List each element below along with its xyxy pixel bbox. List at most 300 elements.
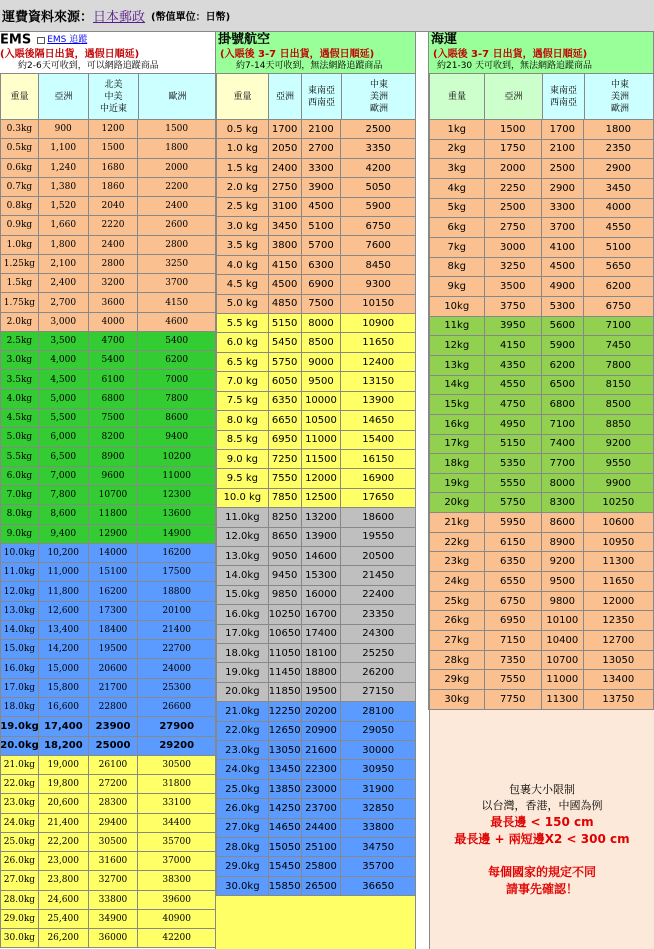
weight-cell: 20.0kg	[216, 683, 268, 701]
table-row	[216, 528, 415, 547]
table-row	[0, 891, 215, 910]
weight-cell: 25kg	[429, 592, 484, 611]
rate-cell: 21450	[340, 566, 415, 584]
rate-cell: 5750	[484, 493, 541, 512]
rate-cell: 12900	[88, 525, 138, 543]
rate-cell: 2200	[137, 178, 215, 196]
weight-cell: 18.0kg	[0, 698, 38, 716]
rate-cell: 8000	[301, 314, 341, 332]
weight-cell: 28.0kg	[216, 838, 268, 856]
rate-cell: 19500	[88, 640, 138, 658]
rate-cell: 23700	[301, 799, 341, 817]
sea-rate-table	[428, 120, 654, 710]
source-label: 運費資料來源：	[2, 10, 94, 25]
table-row	[216, 508, 415, 527]
table-row	[216, 489, 415, 508]
rate-cell: 34750	[340, 838, 415, 856]
rate-cell: 1,660	[38, 216, 88, 234]
rate-cell: 14250	[268, 799, 301, 817]
weight-cell: 5.0 kg	[216, 295, 268, 313]
rate-cell: 28100	[340, 702, 415, 720]
rate-cell: 6800	[541, 395, 583, 414]
weight-cell: 16.0kg	[0, 659, 38, 677]
rate-cell: 8500	[301, 333, 341, 351]
rate-cell: 38300	[137, 871, 215, 889]
rate-cell: 1,520	[38, 197, 88, 215]
weight-cell: 17.0kg	[216, 625, 268, 643]
rate-cell: 2900	[541, 179, 583, 198]
rate-cell: 24400	[301, 819, 341, 837]
table-row	[0, 833, 215, 852]
rate-cell: 16,600	[38, 698, 88, 716]
rate-cell: 28300	[88, 794, 138, 812]
rate-cell: 34900	[88, 910, 138, 928]
rate-cell: 5900	[340, 198, 415, 216]
table-row	[0, 794, 215, 813]
rate-cell: 42200	[137, 929, 215, 947]
ems-tracking-link[interactable]: EMS 追蹤	[47, 35, 88, 45]
table-row	[429, 238, 653, 258]
rate-cell: 5600	[541, 317, 583, 336]
weight-cell: 11kg	[429, 317, 484, 336]
rate-cell: 5300	[541, 297, 583, 316]
rate-cell: 15850	[268, 877, 301, 895]
notes-country-rules: 每個國家的規定不同	[487, 865, 596, 879]
rate-cell: 6200	[541, 356, 583, 375]
rate-cell: 9600	[88, 467, 138, 485]
rate-cell: 19,800	[38, 775, 88, 793]
table-row	[0, 486, 215, 505]
rate-cell: 1700	[268, 120, 301, 138]
rate-cell: 4550	[484, 376, 541, 395]
weight-cell: 19.0kg	[216, 663, 268, 681]
notes-girth-limit: 最長邊 + 兩短邊X2 < 300 cm	[454, 832, 630, 846]
rate-cell: 9850	[268, 586, 301, 604]
rate-cell: 8650	[268, 528, 301, 546]
rate-cell: 8200	[88, 428, 138, 446]
rate-cell: 3000	[484, 238, 541, 257]
rate-cell: 8850	[583, 415, 653, 434]
rate-cell: 3700	[137, 274, 215, 292]
rate-cell: 10000	[301, 392, 341, 410]
table-row	[429, 454, 653, 474]
rate-cell: 14000	[88, 544, 138, 562]
rate-cell: 26200	[340, 663, 415, 681]
rate-cell: 3450	[583, 179, 653, 198]
rate-cell: 1200	[88, 120, 138, 138]
table-row	[0, 525, 215, 544]
weight-cell: 4kg	[429, 179, 484, 198]
rate-cell: 17650	[340, 489, 415, 507]
rate-cell: 4850	[268, 295, 301, 313]
notes-longest-side: 最長邊 < 150 cm	[490, 815, 594, 829]
rate-cell: 23,800	[38, 871, 88, 889]
rate-cell: 2800	[88, 255, 138, 273]
size-limit-notes	[429, 710, 654, 949]
table-row	[0, 313, 215, 332]
rate-cell: 3800	[268, 236, 301, 254]
table-row	[429, 552, 653, 572]
rate-cell: 1860	[88, 178, 138, 196]
rate-cell: 1,380	[38, 178, 88, 196]
weight-cell: 6kg	[429, 218, 484, 237]
rate-cell: 14,200	[38, 640, 88, 658]
weight-cell: 2kg	[429, 140, 484, 159]
rate-cell: 5350	[484, 454, 541, 473]
table-row	[0, 351, 215, 370]
ems-column-headers	[0, 73, 216, 119]
rate-cell: 32850	[340, 799, 415, 817]
rate-cell: 6100	[88, 370, 138, 388]
rate-cell: 3300	[541, 199, 583, 218]
table-row	[429, 415, 653, 435]
ems-subtitle: (入賬後隔日出貨，遇假日順延)	[0, 49, 140, 60]
table-row	[0, 852, 215, 871]
table-row	[429, 336, 653, 356]
rate-cell: 6,500	[38, 448, 88, 466]
table-row	[216, 586, 415, 605]
rate-cell: 8250	[268, 508, 301, 526]
weight-cell: 0.9kg	[0, 216, 38, 234]
weight-cell: 9.0 kg	[216, 450, 268, 468]
rate-cell: 10700	[541, 651, 583, 670]
rate-cell: 6900	[301, 275, 341, 293]
rate-cell: 12400	[340, 353, 415, 371]
table-row	[429, 317, 653, 337]
table-row	[0, 197, 215, 216]
rate-cell: 1800	[583, 120, 653, 139]
rate-cell: 7,800	[38, 486, 88, 504]
rate-cell: 4200	[340, 159, 415, 177]
rate-cell: 2750	[484, 218, 541, 237]
weight-cell: 15.0kg	[216, 586, 268, 604]
rate-cell: 4700	[88, 332, 138, 350]
weight-cell: 27kg	[429, 631, 484, 650]
table-row	[0, 563, 215, 582]
rate-cell: 24,600	[38, 891, 88, 909]
weight-cell: 13.0kg	[0, 602, 38, 620]
table-row	[429, 395, 653, 415]
table-row	[429, 611, 653, 631]
table-row	[429, 140, 653, 160]
weight-cell: 9.5 kg	[216, 469, 268, 487]
table-row	[216, 314, 415, 333]
weight-cell: 23.0kg	[0, 794, 38, 812]
column-header: 重量	[0, 73, 38, 119]
weight-cell: 1.75kg	[0, 293, 38, 311]
table-row	[216, 877, 415, 896]
rate-cell: 15300	[301, 566, 341, 584]
table-row	[216, 799, 415, 818]
rate-cell: 9500	[301, 372, 341, 390]
rate-cell: 18100	[301, 644, 341, 662]
rate-cell: 11000	[301, 431, 341, 449]
rate-cell: 7,000	[38, 467, 88, 485]
rate-cell: 8000	[541, 474, 583, 493]
rate-cell: 12,600	[38, 602, 88, 620]
sea-note: 約21-30 天可收到，無法網路追蹤商品	[437, 61, 593, 71]
rate-cell: 9550	[583, 454, 653, 473]
column-header: 中東 美洲 歐洲	[584, 73, 654, 119]
sea-column-headers	[429, 73, 654, 119]
rate-cell: 1750	[484, 140, 541, 159]
weight-cell: 30.0kg	[0, 929, 38, 947]
rate-cell: 8900	[88, 448, 138, 466]
rate-cell: 14650	[340, 411, 415, 429]
rate-cell: 23900	[88, 717, 138, 735]
weight-cell: 26.0kg	[0, 852, 38, 870]
table-row	[216, 663, 415, 682]
rate-cell: 5450	[268, 333, 301, 351]
rate-cell: 4150	[484, 336, 541, 355]
rate-cell: 10100	[541, 611, 583, 630]
rate-cell: 6350	[484, 552, 541, 571]
table-row	[0, 448, 215, 467]
table-row	[216, 605, 415, 624]
table-row	[216, 353, 415, 372]
weight-cell: 7.0 kg	[216, 372, 268, 390]
air-rate-table	[216, 120, 416, 949]
rate-cell: 9,400	[38, 525, 88, 543]
rate-cell: 1,240	[38, 159, 88, 177]
rate-cell: 30000	[340, 741, 415, 759]
rate-cell: 13,400	[38, 621, 88, 639]
weight-cell: 22.0kg	[0, 775, 38, 793]
weight-cell: 1.0kg	[0, 236, 38, 254]
top-bar	[0, 0, 654, 32]
rate-cell: 3250	[484, 258, 541, 277]
rate-cell: 11000	[541, 670, 583, 689]
column-header: 重量	[429, 73, 484, 119]
rate-cell: 40900	[137, 910, 215, 928]
weight-cell: 5kg	[429, 199, 484, 218]
weight-cell: 1.5kg	[0, 274, 38, 292]
rate-cell: 11,000	[38, 563, 88, 581]
table-row	[0, 428, 215, 447]
ems-title: EMS	[0, 32, 32, 48]
ems-rate-table	[0, 120, 216, 949]
rate-cell: 13200	[301, 508, 341, 526]
rate-cell: 17500	[137, 563, 215, 581]
weight-cell: 0.6kg	[0, 159, 38, 177]
rate-cell: 2600	[137, 216, 215, 234]
rate-cell: 37000	[137, 852, 215, 870]
rate-cell: 3300	[301, 159, 341, 177]
rate-cell: 36650	[340, 877, 415, 895]
table-row	[429, 297, 653, 317]
rate-cell: 10700	[88, 486, 138, 504]
weight-cell: 1kg	[429, 120, 484, 139]
weight-cell: 10.0 kg	[216, 489, 268, 507]
weight-cell: 2.5 kg	[216, 198, 268, 216]
weight-cell: 14kg	[429, 376, 484, 395]
rate-cell: 6800	[88, 390, 138, 408]
weight-cell: 0.5 kg	[216, 120, 268, 138]
rate-cell: 18600	[340, 508, 415, 526]
table-row	[0, 659, 215, 678]
rate-cell: 25,400	[38, 910, 88, 928]
table-row	[0, 756, 215, 775]
weight-cell: 2.5kg	[0, 332, 38, 350]
weight-cell: 26.0kg	[216, 799, 268, 817]
table-row	[429, 513, 653, 533]
rate-cell: 2250	[484, 179, 541, 198]
rate-cell: 3,500	[38, 332, 88, 350]
weight-cell: 7.5 kg	[216, 392, 268, 410]
weight-cell: 12kg	[429, 336, 484, 355]
rate-cell: 7450	[583, 336, 653, 355]
rate-cell: 22300	[301, 760, 341, 778]
rate-cell: 23000	[301, 780, 341, 798]
column-header: 中東 美洲 歐洲	[341, 73, 416, 119]
table-row	[216, 741, 415, 760]
weight-cell: 1.0 kg	[216, 139, 268, 157]
rate-cell: 8450	[340, 256, 415, 274]
rate-cell: 5150	[484, 435, 541, 454]
rate-cell: 3,000	[38, 313, 88, 331]
table-row	[216, 198, 415, 217]
sea-subtitle: (入賬後 3-7 日出貨，遇假日順延)	[433, 49, 588, 60]
weight-cell: 17.0kg	[0, 679, 38, 697]
rate-cell: 6950	[484, 611, 541, 630]
table-row	[216, 702, 415, 721]
rate-cell: 10250	[268, 605, 301, 623]
weight-cell: 10kg	[429, 297, 484, 316]
rate-cell: 31600	[88, 852, 138, 870]
air-column-headers	[216, 73, 416, 119]
weight-cell: 4.5 kg	[216, 275, 268, 293]
table-row	[429, 277, 653, 297]
rate-cell: 16700	[301, 605, 341, 623]
weight-cell: 21.0kg	[216, 702, 268, 720]
rate-cell: 39600	[137, 891, 215, 909]
table-row	[0, 621, 215, 640]
rate-cell: 2000	[484, 159, 541, 178]
table-row	[216, 469, 415, 488]
rate-cell: 36000	[88, 929, 138, 947]
rate-cell: 4600	[137, 313, 215, 331]
air-section-header	[216, 32, 416, 120]
rate-cell: 6650	[268, 411, 301, 429]
rate-cell: 4350	[484, 356, 541, 375]
weight-cell: 2.0 kg	[216, 178, 268, 196]
weight-cell: 6.0kg	[0, 467, 38, 485]
rate-cell: 2100	[541, 140, 583, 159]
rate-cell: 2800	[137, 236, 215, 254]
japan-post-link[interactable]: 日本郵政	[93, 10, 146, 25]
rate-cell: 23,000	[38, 852, 88, 870]
weight-cell: 8.5 kg	[216, 431, 268, 449]
weight-cell: 20kg	[429, 493, 484, 512]
rate-cell: 13900	[301, 528, 341, 546]
rate-cell: 7500	[301, 295, 341, 313]
weight-cell: 18.0kg	[216, 644, 268, 662]
rate-cell: 6500	[541, 376, 583, 395]
table-row	[0, 236, 215, 255]
rate-cell: 7000	[137, 370, 215, 388]
rate-cell: 11650	[583, 572, 653, 591]
table-row	[216, 256, 415, 275]
rate-cell: 8,600	[38, 505, 88, 523]
rate-cell: 1680	[88, 159, 138, 177]
rate-cell: 3900	[301, 178, 341, 196]
table-row	[216, 760, 415, 779]
rate-cell: 12300	[137, 486, 215, 504]
rate-cell: 4000	[583, 199, 653, 218]
rate-cell: 20200	[301, 702, 341, 720]
rate-cell: 2500	[340, 120, 415, 138]
rate-cell: 6550	[484, 572, 541, 591]
table-row	[216, 178, 415, 197]
table-row	[0, 178, 215, 197]
rate-cell: 32700	[88, 871, 138, 889]
rate-cell: 1500	[484, 120, 541, 139]
rate-cell: 1,100	[38, 139, 88, 157]
rate-cell: 10950	[583, 533, 653, 552]
table-row	[216, 295, 415, 314]
table-row	[0, 544, 215, 563]
rate-cell: 22700	[137, 640, 215, 658]
rate-cell: 8600	[137, 409, 215, 427]
weight-cell: 5.5 kg	[216, 314, 268, 332]
weight-cell: 17kg	[429, 435, 484, 454]
rate-cell: 7550	[268, 469, 301, 487]
rate-cell: 15050	[268, 838, 301, 856]
rate-cell: 20500	[340, 547, 415, 565]
table-row	[429, 474, 653, 494]
rate-cell: 2220	[88, 216, 138, 234]
rate-cell: 30950	[340, 760, 415, 778]
rate-cell: 29400	[88, 814, 138, 832]
rate-cell: 18800	[301, 663, 341, 681]
rate-cell: 30500	[88, 833, 138, 851]
rate-cell: 5400	[88, 351, 138, 369]
air-title: 掛號航空	[218, 32, 271, 47]
rate-cell: 2,400	[38, 274, 88, 292]
weight-cell: 5.5kg	[0, 448, 38, 466]
table-row	[0, 505, 215, 524]
sea-section-header	[428, 32, 654, 120]
rate-cell: 4950	[484, 415, 541, 434]
table-row	[0, 640, 215, 659]
table-row	[216, 236, 415, 255]
table-row	[429, 120, 653, 140]
rate-cell: 20900	[301, 722, 341, 740]
weight-cell: 0.7kg	[0, 178, 38, 196]
weight-cell: 0.8kg	[0, 197, 38, 215]
rate-cell: 15,800	[38, 679, 88, 697]
rate-cell: 7800	[137, 390, 215, 408]
rate-cell: 21600	[301, 741, 341, 759]
rate-cell: 5100	[301, 217, 341, 235]
rate-cell: 17300	[88, 602, 138, 620]
table-row	[0, 409, 215, 428]
rate-cell: 3500	[484, 277, 541, 296]
column-header: 北美 中美 中近東	[88, 73, 138, 119]
rate-cell: 7350	[484, 651, 541, 670]
rate-cell: 4500	[301, 198, 341, 216]
weight-cell: 15.0kg	[0, 640, 38, 658]
weight-cell: 13kg	[429, 356, 484, 375]
rate-cell: 24300	[340, 625, 415, 643]
weight-cell: 5.0kg	[0, 428, 38, 446]
rate-cell: 4750	[484, 395, 541, 414]
column-header: 亞洲	[484, 73, 542, 119]
ems-note: 約2-6天可收到，可以網路追蹤商品	[18, 61, 159, 71]
rate-cell: 1,800	[38, 236, 88, 254]
table-row	[216, 159, 415, 178]
checkbox-icon	[37, 37, 45, 44]
